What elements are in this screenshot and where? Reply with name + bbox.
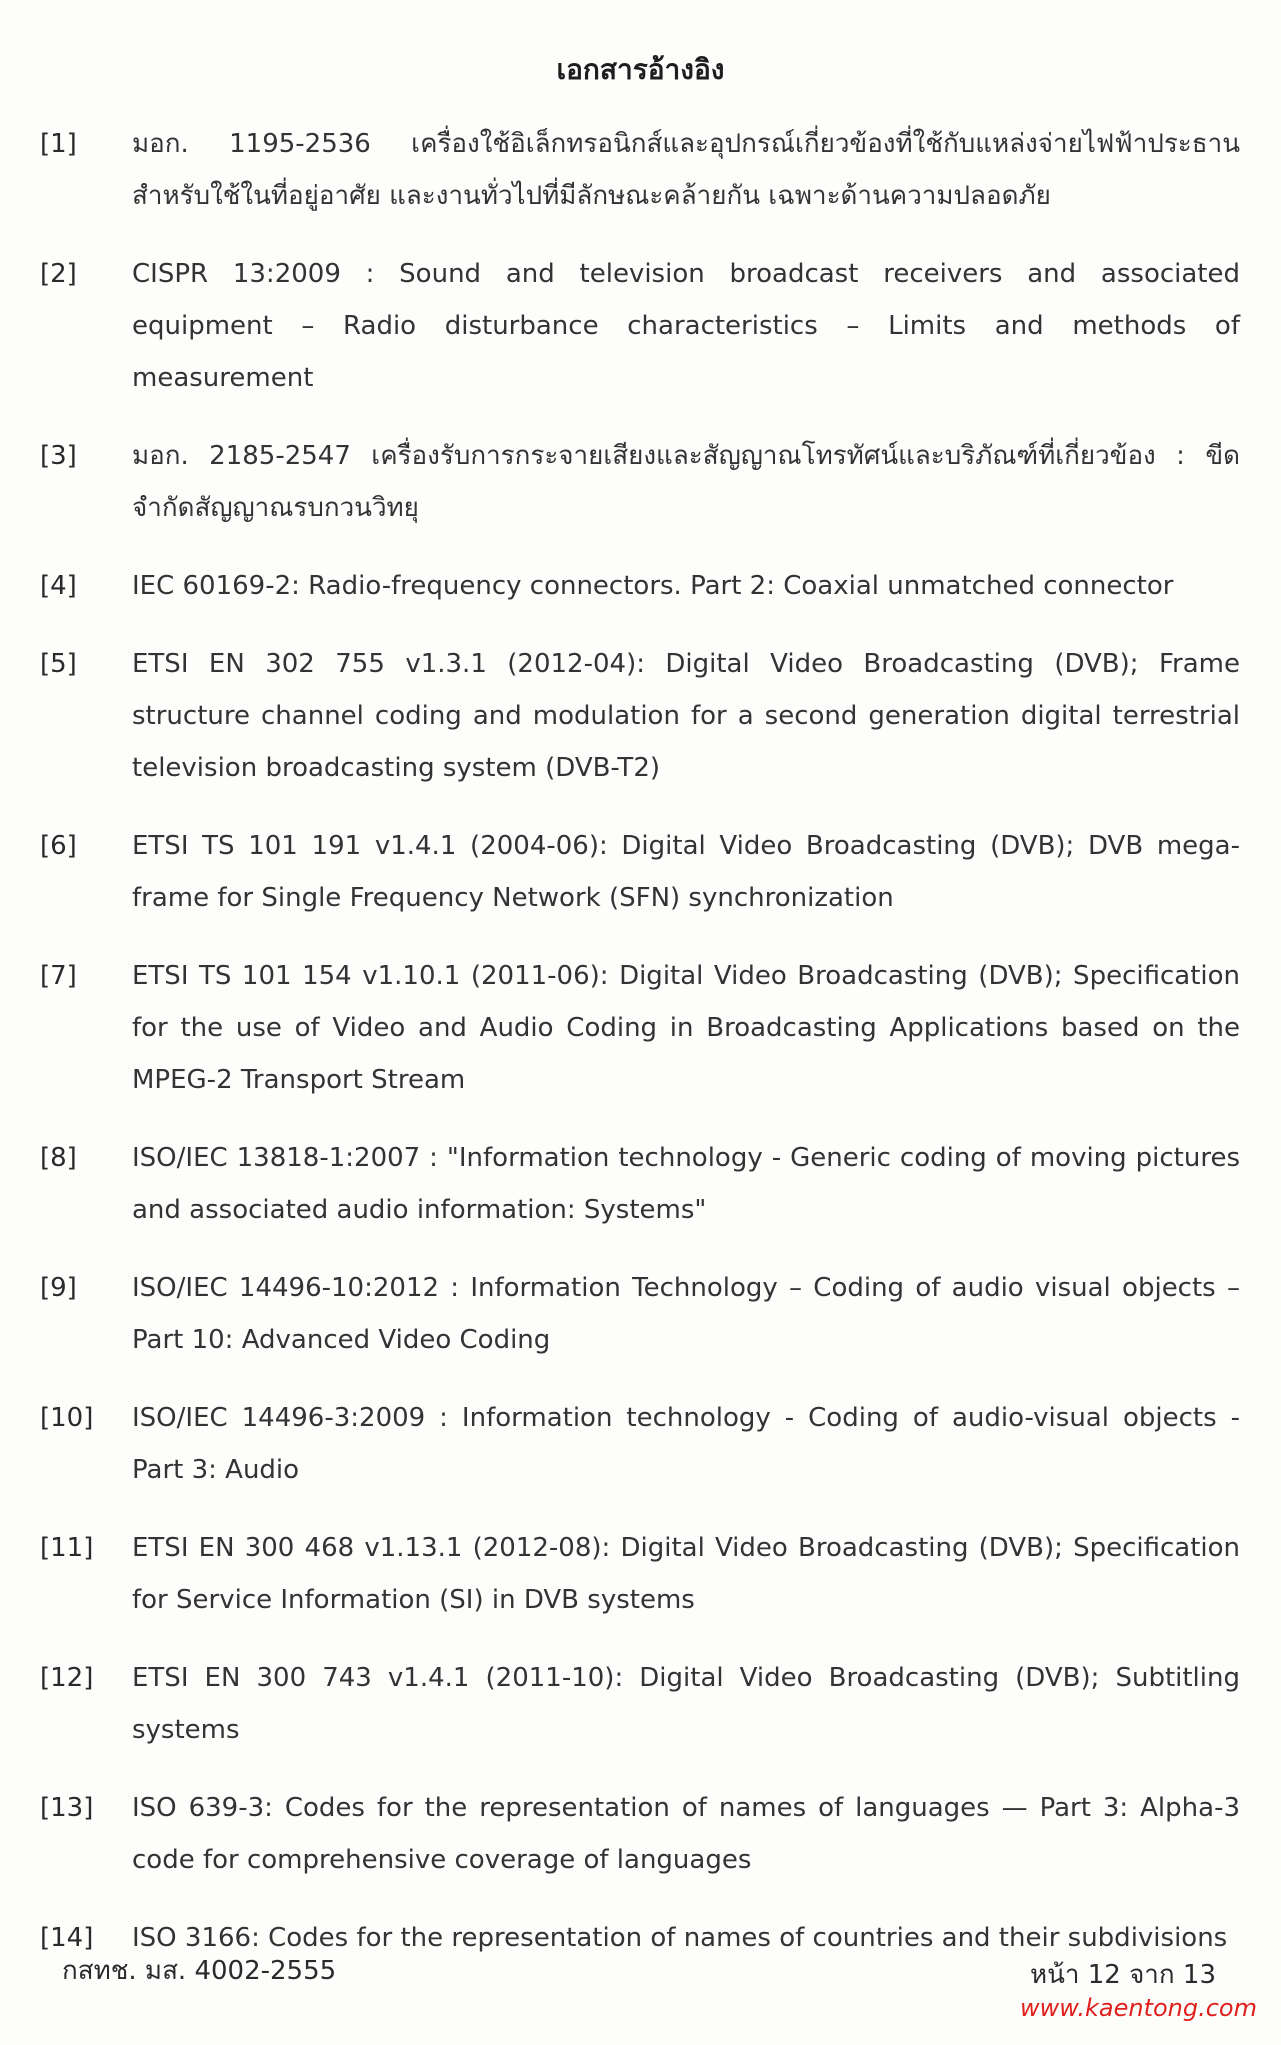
reference-text: มอก. 2185-2547 เครื่องรับการกระจายเสียงและสัญญาณโทรทัศน์และบริภัณฑ์ที่เกี่ยวข้อง : ขีดจำกัดสัญญาณรบกวนวิทยุ: [132, 441, 1240, 523]
reference-number: [12]: [40, 1663, 94, 1693]
reference-number: [5]: [40, 649, 77, 679]
reference-number: [1]: [40, 129, 77, 159]
reference-text: IEC 60169-2: Radio-frequency connectors. Part 2: Coaxial unmatched connector: [132, 571, 1174, 601]
reference-item: [40, 1392, 1240, 1496]
reference-item: [40, 1522, 1240, 1626]
reference-item: [40, 1132, 1240, 1236]
reference-number: [14]: [40, 1923, 94, 1953]
page-number: หน้า 12 จาก 13: [1029, 1960, 1216, 1990]
document-id: กสทช. มส. 4002-2555: [62, 1956, 337, 1986]
reference-number: [3]: [40, 441, 77, 471]
watermark-url: www.kaentong.com: [1020, 1994, 1257, 2022]
page-title: เอกสารอ้างอิง: [556, 53, 725, 86]
reference-item: [40, 248, 1240, 404]
reference-item: [40, 820, 1240, 924]
reference-list: [40, 118, 1240, 1990]
reference-text: ETSI EN 300 743 v1.4.1 (2011-10): Digital Video Broadcasting (DVB); Subtitling systems: [132, 1663, 1240, 1745]
reference-text: มอก. 1195-2536 เครื่องใช้อิเล็กทรอนิกส์และอุปกรณ์เกี่ยวข้องที่ใช้กับแหล่งจ่ายไฟฟ้าประธาน สำหรับใช้ในที่อยู่อาศัย และงานทั่วไปที่มีลักษณะคล้ายกัน เฉพาะด้านความปลอดภัย: [132, 129, 1240, 211]
reference-text: ISO/IEC 14496-3:2009 : Information technology - Coding of audio-visual objects - Part 3: Audio: [132, 1403, 1240, 1485]
reference-item: [40, 1782, 1240, 1886]
reference-number: [13]: [40, 1793, 94, 1823]
reference-text: ISO/IEC 14496-10:2012 : Information Technology – Coding of audio visual objects – Part 10: Advanced Video Coding: [132, 1273, 1240, 1355]
reference-number: [2]: [40, 259, 77, 289]
reference-number: [9]: [40, 1273, 77, 1303]
reference-item: [40, 638, 1240, 794]
reference-text: ETSI TS 101 154 v1.10.1 (2011-06): Digital Video Broadcasting (DVB); Specification for the use of Video and Audio Coding in Broadcasting Applications based on the MPEG-2 Transport Stream: [132, 961, 1240, 1095]
reference-number: [7]: [40, 961, 77, 991]
reference-item: [40, 560, 1240, 612]
reference-number: [8]: [40, 1143, 77, 1173]
reference-text: CISPR 13:2009 : Sound and television broadcast receivers and associated equipment – Radio disturbance characteristics – Limits and methods of measurement: [132, 259, 1240, 393]
reference-number: [6]: [40, 831, 77, 861]
reference-text: ISO/IEC 13818-1:2007 : "Information technology - Generic coding of moving pictures and associated audio information: Systems": [132, 1143, 1240, 1225]
reference-item: [40, 118, 1240, 222]
reference-text: ETSI EN 302 755 v1.3.1 (2012-04): Digital Video Broadcasting (DVB); Frame structure channel coding and modulation for a second generation digital terrestrial television broadcasting system (DVB-T2): [132, 649, 1240, 783]
reference-item: [40, 950, 1240, 1106]
reference-text: ISO 3166: Codes for the representation of names of countries and their subdivisions: [132, 1923, 1228, 1953]
reference-text: ETSI EN 300 468 v1.13.1 (2012-08): Digital Video Broadcasting (DVB); Specification for Service Information (SI) in DVB systems: [132, 1533, 1240, 1615]
reference-item: [40, 430, 1240, 534]
reference-text: ISO 639-3: Codes for the representation of names of languages — Part 3: Alpha-3 code for comprehensive coverage of languages: [132, 1793, 1240, 1875]
reference-item: [40, 1262, 1240, 1366]
reference-text: ETSI TS 101 191 v1.4.1 (2004-06): Digital Video Broadcasting (DVB); DVB mega-frame for Single Frequency Network (SFN) synchronization: [132, 831, 1240, 913]
reference-item: [40, 1652, 1240, 1756]
reference-number: [10]: [40, 1403, 94, 1433]
reference-number: [11]: [40, 1533, 94, 1563]
reference-number: [4]: [40, 571, 77, 601]
